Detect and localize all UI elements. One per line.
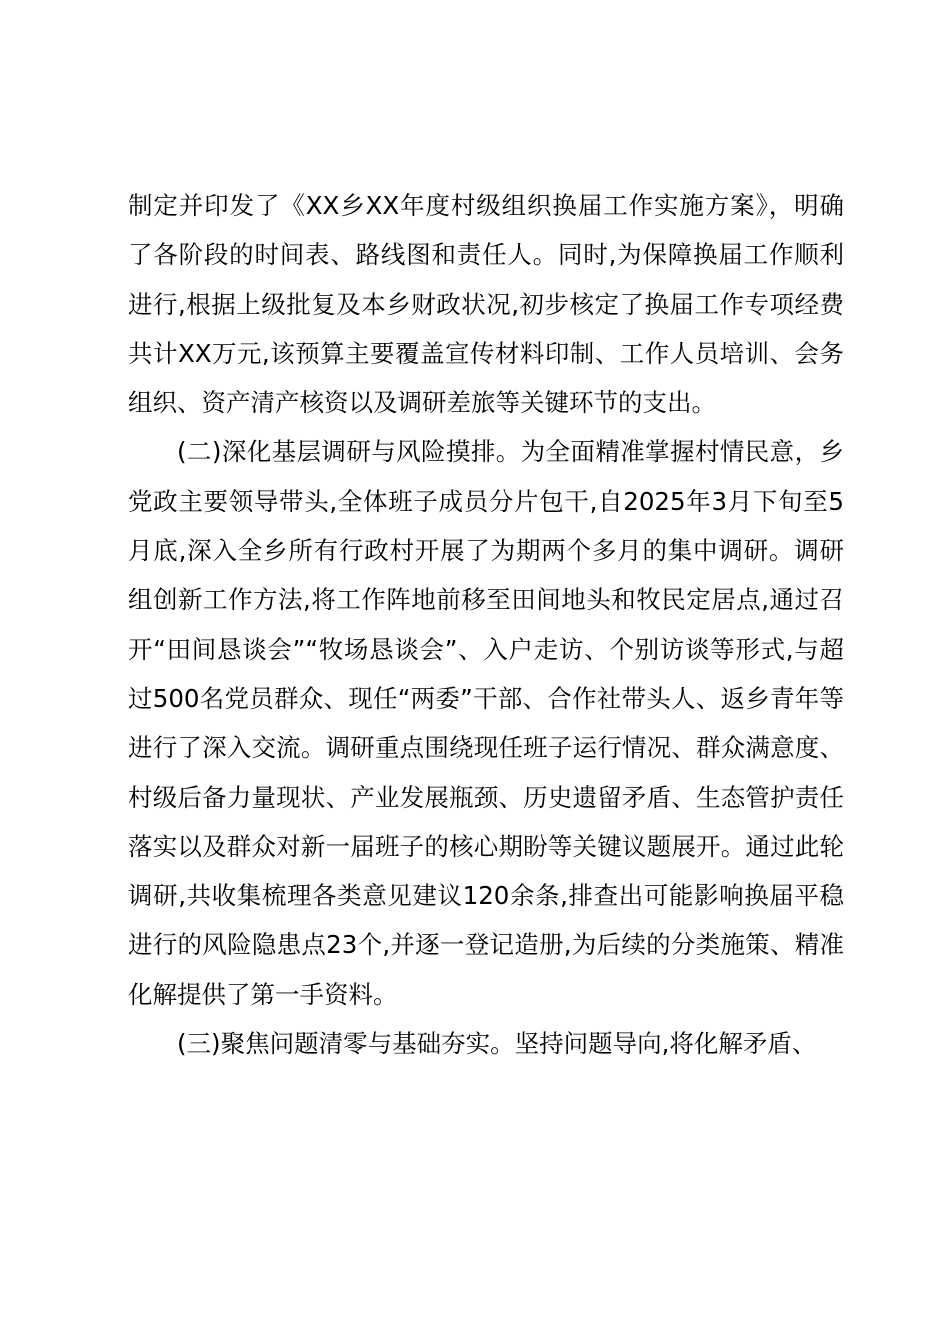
paragraph-budget: 制定并印发了《XX乡XX年度村级组织换届工作实施方案》，明确了各阶段的时间表、路线图和责任人。同时,为保障换届工作顺利进行,根据上级批复及本乡财政状况,初步核定了换届工作专项经费共计XX万元,该预算主要覆盖宣传材料印制、工作人员培训、会务组织、资产清产核资以及调研差旅等关键环节的支出。 [128, 191, 844, 418]
paragraph-problem-clearing: (三)聚焦问题清零与基础夯实。坚持问题导向,将化解矛盾、 [177, 1029, 817, 1059]
paragraph-research: (二)深化基层调研与风险摸排。为全面精准掌握村情民意，乡党政主要领导带头,全体班子成员分片包干,自2025年3月下旬至5月底,深入全乡所有行政村开展了为期两个多月的集中调研。调研组创新工作方法,将工作阵地前移至田间地头和牧民定居点,通过召开“田间恳谈会”“牧场恳谈会”、入户走访、个别访谈等形式,与超过500名党员群众、现任“两委”干部、合作社带头人、返乡青年等进行了深入交流。调研重点围绕现任班子运行情况、群众满意度、村级后备力量现状、产业发展瓶颈、历史遗留矛盾、生态管护责任落实以及群众对新一届班子的核心期盼等关键议题展开。通过此轮调研,共收集梳理各类意见建议120余条,排查出可能影响换届平稳进行的风险隐患点23个,并逐一登记造册,为后续的分类施策、精准化解提供了第一手资料。 [128, 437, 844, 1009]
body-text [128, 181, 844, 1068]
